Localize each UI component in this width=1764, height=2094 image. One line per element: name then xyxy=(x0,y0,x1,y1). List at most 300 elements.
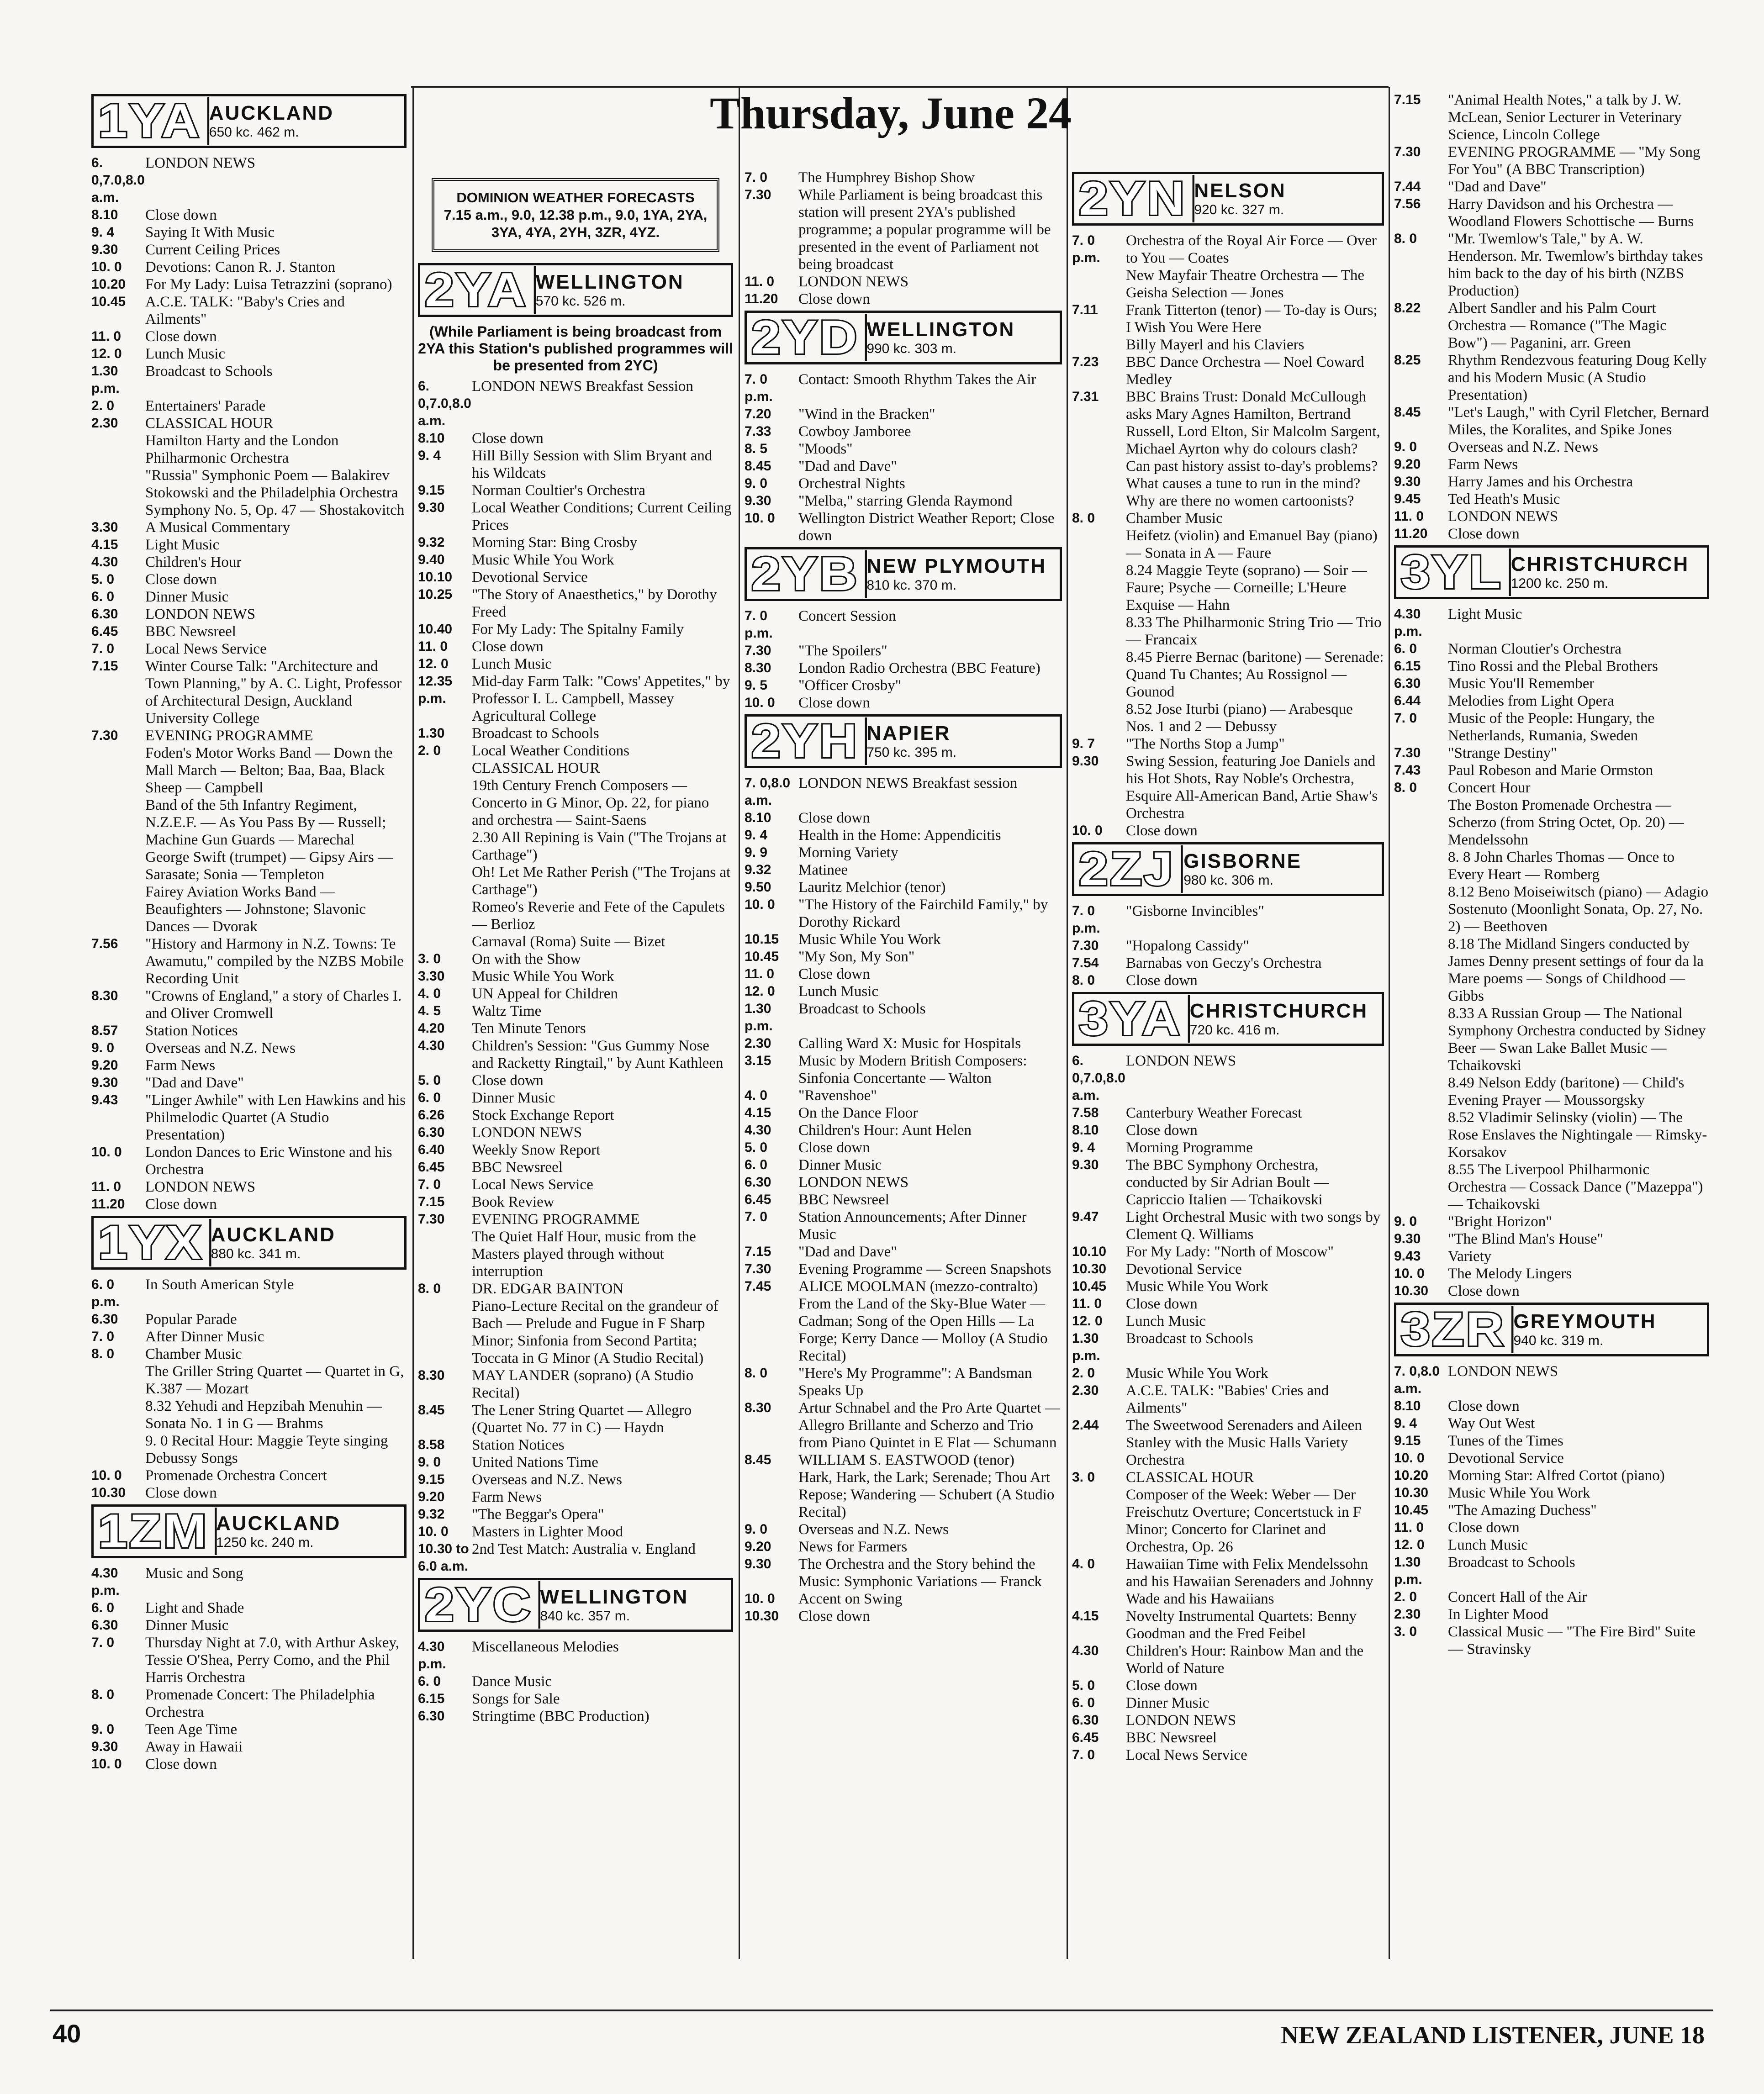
station-call: 2ZJ xyxy=(1079,845,1183,893)
programme-time: 10.45 xyxy=(745,949,779,964)
programme-time: 12. 0 xyxy=(1394,1537,1425,1552)
programme-title: BBC Brains Trust: Donald McCullough asks Mary Agnes Hamilton, Bertrand Russell, Lord Elton, Sir Malcolm Sargent, Michael Ayrton why do colours clash? Can past history assist to-day's problems? What causes a tune to run in the mind? Why are there no women cartoonists? xyxy=(1126,389,1380,509)
programme-time: 7. 0 p.m. xyxy=(1072,903,1100,936)
programme-time xyxy=(91,1432,145,1467)
programme-title: Station Announcements; After Dinner Music xyxy=(798,1209,1027,1243)
weather-times: 7.15 a.m., 9.0, 12.38 p.m., 9.0, 1YA, 2YA, 3YA, 4YA, 2YH, 3ZR, 4YZ. xyxy=(444,207,708,240)
station-call: 2YB xyxy=(751,550,867,598)
programme-title: CLASSICAL HOUR xyxy=(145,415,274,432)
programme-time xyxy=(418,760,472,777)
programme-time: 9. 4 xyxy=(745,828,768,843)
station-freq: 570 kc. 526 m. xyxy=(535,294,626,309)
programme-time: 8.45 xyxy=(418,1403,445,1418)
programme-entry xyxy=(745,1139,1062,1156)
programme-time: 7.23 xyxy=(1072,354,1099,369)
programme-time: 6.44 xyxy=(1394,693,1421,708)
programme-time: 11. 0 xyxy=(91,329,121,344)
station-freq: 1250 kc. 240 m. xyxy=(216,1535,314,1550)
programme-title: "Ravenshoe" xyxy=(798,1087,877,1104)
programme-title: Orchestral Nights xyxy=(798,475,905,492)
programme-entry xyxy=(1394,1248,1709,1265)
programme-time: 6.30 xyxy=(745,1175,771,1190)
programme-entry xyxy=(1394,675,1709,692)
programme-entry xyxy=(745,1052,1062,1087)
programme-time: 7. 0 p.m. xyxy=(745,372,773,404)
station-city: WELLINGTON xyxy=(540,1586,689,1608)
programme-title: Music You'll Remember xyxy=(1448,675,1595,692)
programme-time: 5. 0 xyxy=(91,572,115,587)
programme-time: 9.30 xyxy=(91,1075,118,1090)
programme-entry xyxy=(91,519,407,536)
programme-entry xyxy=(745,1122,1062,1139)
programme-time: 6.30 xyxy=(91,1618,118,1633)
programme-time: 7.15 xyxy=(418,1194,445,1209)
programme-entry xyxy=(745,510,1062,544)
programme-title: Entertainers' Parade xyxy=(145,398,266,414)
programme-entry xyxy=(418,1488,733,1506)
programme-entry xyxy=(418,569,733,586)
programme-title: The Melody Lingers xyxy=(1448,1266,1572,1282)
programme-entry xyxy=(91,606,407,623)
programme-time: 10. 0 xyxy=(91,1468,122,1483)
programme-time: 4.30 xyxy=(745,1123,771,1138)
programme-title: DR. EDGAR BAINTON xyxy=(472,1281,624,1297)
station-call: 2YA xyxy=(425,266,536,314)
programme-time: 10.40 xyxy=(418,622,453,637)
programme-title: Morning Star: Bing Crosby xyxy=(472,534,638,551)
programme-time: 7.30 xyxy=(745,643,771,658)
programme-time: 6.30 xyxy=(91,607,118,622)
programme-title: Swing Session, featuring Joe Daniels and his Hot Shots, Ray Noble's Orchestra, Esquire All-American Band, Artie Shaw's Orchestra xyxy=(1126,753,1378,822)
programme-title: Dance Music xyxy=(472,1673,552,1690)
programme-title: Broadcast to Schools xyxy=(798,1001,926,1017)
programme-time: 7.30 xyxy=(418,1212,445,1227)
programme-title: Paul Robeson and Marie Ormston xyxy=(1448,762,1653,779)
programme-entry xyxy=(418,378,733,430)
programme-time: 6. 0 xyxy=(418,1674,441,1689)
programme-time: 4.20 xyxy=(418,1021,445,1036)
programme-title: George Swift (trumpet) — Gipsy Airs — Sarasate; Sonia — Templeton xyxy=(145,849,393,883)
programme-title: 19th Century French Composers — Concerto in G Minor, Op. 22, for piano and orchestra — Saint-Saens xyxy=(472,777,709,828)
programme-entry xyxy=(1394,796,1709,849)
programme-title: Barnabas von Geczy's Orchestra xyxy=(1126,955,1322,971)
station-freq: 940 kc. 319 m. xyxy=(1513,1333,1604,1348)
programme-time: 11.20 xyxy=(91,1197,125,1212)
programme-title: "Russia" Symphonic Poem — Balakirev xyxy=(145,467,390,484)
programme-time: 8.10 xyxy=(91,207,118,222)
programme-entry xyxy=(91,224,407,241)
programme-entry xyxy=(1072,614,1384,649)
programme-time: 2.30 xyxy=(1394,1607,1421,1622)
station-header-1zm xyxy=(91,1504,407,1558)
programme-time: 9.15 xyxy=(418,483,445,498)
programme-time: 11. 0 xyxy=(91,1179,121,1194)
programme-time: 8.45 xyxy=(1394,405,1421,420)
programme-entry xyxy=(418,621,733,638)
programme-time xyxy=(1072,527,1126,562)
programme-time: 8.45 xyxy=(745,459,771,474)
programme-title: 8.24 Maggie Teyte (soprano) — Soir — Faure; Psyche — Corneille; L'Heure Exquise — Hahn xyxy=(1126,562,1367,613)
programme-entry xyxy=(1072,336,1384,353)
programme-entry xyxy=(91,1178,407,1196)
programme-title: The Quiet Half Hour, music from the Masters played through without interruption xyxy=(472,1229,696,1280)
station-freq: 990 kc. 303 m. xyxy=(866,341,957,356)
programme-title: "Wind in the Bracken" xyxy=(798,406,935,422)
programme-time: 7. 0 xyxy=(91,1635,115,1650)
programme-title: Overseas and N.Z. News xyxy=(1448,439,1598,455)
programme-title: Canterbury Weather Forecast xyxy=(1126,1105,1302,1121)
programme-entry xyxy=(91,1599,407,1617)
programme-entry xyxy=(418,430,733,447)
programme-entry xyxy=(1394,1161,1709,1213)
programme-title: LONDON NEWS xyxy=(1126,1053,1236,1069)
programme-entry xyxy=(91,554,407,571)
programme-entry xyxy=(745,1521,1062,1538)
programme-time: 3. 0 xyxy=(1072,1470,1095,1485)
programme-time: 8. 0 xyxy=(418,1281,441,1296)
programme-time: 2. 0 xyxy=(418,743,441,758)
programme-title: Light Orchestral Music with two songs by Clement Q. Williams xyxy=(1126,1209,1381,1243)
programme-time: 6.15 xyxy=(418,1691,445,1706)
programme-title: "Gisborne Invincibles" xyxy=(1126,903,1264,919)
station-freq: 980 kc. 306 m. xyxy=(1183,873,1273,888)
programme-title: Tino Rossi and the Plebal Brothers xyxy=(1448,658,1658,675)
programme-time: 12. 0 xyxy=(91,346,122,361)
programme-entry xyxy=(1394,779,1709,796)
programme-title: Saying It With Music xyxy=(145,224,275,241)
programme-title: 8.55 The Liverpool Philharmonic Orchestra — Cossack Dance ("Mazeppa") — Tchaikovski xyxy=(1448,1161,1703,1213)
programme-title: Away in Hawaii xyxy=(145,1739,243,1755)
programme-time: 10.10 xyxy=(1072,1244,1107,1259)
programme-entry xyxy=(418,1471,733,1488)
programme-entry xyxy=(745,844,1062,861)
station-city: GISBORNE xyxy=(1183,850,1302,872)
programme-title: WILLIAM S. EASTWOOD (tenor) xyxy=(798,1452,1014,1468)
programme-time: 3.30 xyxy=(418,969,445,984)
programme-time: 8. 0 xyxy=(1394,780,1417,795)
programme-time: 8.58 xyxy=(418,1437,445,1452)
programme-entry xyxy=(91,397,407,415)
programme-title: Concert Hall of the Air xyxy=(1448,1589,1587,1605)
programme-time: 7. 0 xyxy=(1072,1747,1095,1762)
programme-time: 5. 0 xyxy=(745,1140,768,1155)
programme-time: 9.47 xyxy=(1072,1209,1099,1224)
station-city: GREYMOUTH xyxy=(1513,1310,1657,1333)
programme-entry xyxy=(1072,1365,1384,1382)
programme-entry xyxy=(91,1057,407,1074)
programme-title: Calling Ward X: Music for Hospitals xyxy=(798,1035,1021,1052)
programme-title: Overseas and N.Z. News xyxy=(798,1521,949,1538)
programme-entry xyxy=(418,1673,733,1690)
programme-list-2yc xyxy=(418,1638,733,1725)
programme-time: 11. 0 xyxy=(745,966,775,981)
programme-time: 2.44 xyxy=(1072,1418,1099,1433)
programme-entry xyxy=(91,640,407,658)
programme-list-2yn xyxy=(1072,232,1384,839)
station-call: 2YD xyxy=(751,314,867,361)
programme-title: Classical Music — "The Fire Bird" Suite — Stravinsky xyxy=(1448,1624,1696,1657)
programme-time: 10. 0 xyxy=(1394,1266,1425,1281)
programme-time: 9. 0 xyxy=(1394,1214,1417,1229)
programme-time: 4.15 xyxy=(91,537,118,552)
programme-title: 8.33 The Philharmonic String Trio — Trio — Francaix xyxy=(1126,614,1382,648)
station-header-2zj xyxy=(1072,842,1384,896)
programme-time: 9.30 xyxy=(1394,474,1421,489)
programme-title: Light and Shade xyxy=(145,1600,244,1616)
programme-entry xyxy=(91,571,407,588)
programme-title: Rhythm Rendezvous featuring Doug Kelly and his Modern Music (A Studio Presentation) xyxy=(1448,352,1707,403)
station-header-2ya xyxy=(418,263,733,317)
station-city: CHRISTCHURCH xyxy=(1510,553,1690,575)
programme-time: 4.30 xyxy=(1072,1643,1099,1658)
programme-time xyxy=(1394,1074,1448,1109)
programme-time: 7.30 xyxy=(1072,938,1099,953)
station-call: 1YX xyxy=(98,1219,211,1266)
programme-title: ALICE MOOLMAN (mezzo-contralto) xyxy=(798,1278,1038,1295)
programme-time: 9. 0 xyxy=(91,1722,115,1737)
programme-time: 7.43 xyxy=(1394,763,1421,778)
column-rule-4 xyxy=(1389,87,1390,1959)
programme-entry xyxy=(1072,1295,1384,1313)
programme-time: 9.30 xyxy=(418,500,445,515)
programme-title: "Dad and Dave" xyxy=(798,458,897,475)
programme-time: 7.30 xyxy=(1394,745,1421,760)
programme-title: "Melba," starring Glenda Raymond xyxy=(798,493,1013,509)
programme-entry xyxy=(91,276,407,293)
programme-entry xyxy=(1072,1104,1384,1122)
programme-title: "The Norths Stop a Jump" xyxy=(1126,736,1285,752)
programme-title: Accent on Swing xyxy=(798,1591,903,1607)
programme-time: 7.44 xyxy=(1394,179,1421,194)
programme-entry xyxy=(745,1556,1062,1590)
programme-title: LONDON NEWS xyxy=(798,274,909,290)
programme-entry xyxy=(91,363,407,397)
programme-time: 7.33 xyxy=(745,424,771,439)
programme-time: 9. 4 xyxy=(1394,1416,1417,1431)
programme-entry xyxy=(91,658,407,727)
programme-entry xyxy=(1394,1467,1709,1484)
programme-time xyxy=(418,1228,472,1280)
programme-title: "My Son, My Son" xyxy=(798,949,915,965)
programme-entry xyxy=(91,154,407,206)
programme-time: 6. 0 p.m. xyxy=(91,1277,120,1309)
programme-time: 10.30 to 6.0 a.m. xyxy=(418,1541,469,1574)
programme-title: Local News Service xyxy=(472,1176,593,1193)
programme-title: Health in the Home: Appendicitis xyxy=(798,827,1001,844)
programme-list-3zr xyxy=(1394,1363,1709,1658)
programme-entry xyxy=(1072,1278,1384,1295)
programme-time: 9. 0 xyxy=(418,1455,441,1470)
programme-entry xyxy=(1394,195,1709,230)
programme-entry xyxy=(745,1538,1062,1556)
programme-entry xyxy=(91,1484,407,1502)
programme-entry xyxy=(1394,692,1709,710)
programme-entry xyxy=(745,1399,1062,1451)
programme-time: 4.30 p.m. xyxy=(91,1566,120,1598)
programme-time: 10.30 xyxy=(91,1485,126,1500)
programme-title: Light Music xyxy=(1448,606,1522,622)
programme-entry xyxy=(418,1454,733,1471)
programme-title: Contact: Smooth Rhythm Takes the Air xyxy=(798,371,1036,388)
programme-title: "The Beggar's Opera" xyxy=(472,1506,604,1523)
programme-title: "The History of the Fairchild Family," by Dorothy Rickard xyxy=(798,897,1048,930)
programme-entry xyxy=(418,1159,733,1176)
programme-time: 10.45 xyxy=(1072,1279,1107,1294)
programme-title: "The Blind Man's House" xyxy=(1448,1231,1603,1247)
programme-title: Cowboy Jamboree xyxy=(798,423,911,440)
station-city: AUCKLAND xyxy=(211,1224,336,1246)
programme-title: LONDON NEWS Breakfast Session xyxy=(472,378,693,395)
programme-entry xyxy=(1072,822,1384,839)
programme-title: A.C.E. TALK: "Babies' Cries and Ailments" xyxy=(1126,1382,1329,1416)
programme-time xyxy=(91,467,145,484)
programme-title: United Nations Time xyxy=(472,1454,598,1471)
programme-time: 6.30 xyxy=(1072,1713,1099,1728)
programme-title: Heifetz (violin) and Emanuel Bay (piano) — Sonata in A — Faure xyxy=(1126,527,1378,561)
programme-title: Station Notices xyxy=(472,1437,565,1453)
programme-time xyxy=(418,864,472,898)
station-call: 3YL xyxy=(1401,549,1511,596)
programme-time: 6.30 xyxy=(418,1125,445,1140)
programme-title: Light Music xyxy=(145,537,220,553)
programme-title: Morning Variety xyxy=(798,844,898,861)
programme-entry xyxy=(1394,710,1709,744)
programme-entry xyxy=(91,1467,407,1484)
programme-time xyxy=(91,501,145,519)
programme-title: Harry Davidson and his Orchestra — Woodland Flowers Schottische — Burns xyxy=(1448,196,1694,230)
programme-title: Local Weather Conditions; Current Ceiling Prices xyxy=(472,500,732,533)
programme-time xyxy=(91,883,145,935)
programme-entry xyxy=(91,1398,407,1432)
programme-time: 9. 5 xyxy=(745,678,768,693)
programme-entry xyxy=(91,1074,407,1092)
programme-title: The Lener String Quartet — Allegro (Quartet No. 77 in C) — Haydn xyxy=(472,1402,692,1436)
programme-title: "Dad and Dave" xyxy=(798,1244,897,1260)
programme-entry xyxy=(745,169,1062,186)
programme-entry xyxy=(1394,508,1709,525)
programme-title: Music and Song xyxy=(145,1565,243,1582)
programme-title: Popular Parade xyxy=(145,1311,237,1328)
programme-entry xyxy=(745,1191,1062,1208)
programme-time xyxy=(1072,649,1126,701)
programme-title: Carnaval (Roma) Suite — Bizet xyxy=(472,934,665,950)
programme-entry xyxy=(745,775,1062,809)
programme-title: Close down xyxy=(472,430,544,447)
programme-title: Ted Heath's Music xyxy=(1448,491,1560,507)
programme-list-2yb xyxy=(745,607,1062,712)
programme-time: 10. 0 xyxy=(745,897,775,912)
programme-time: 9. 7 xyxy=(1072,736,1095,751)
programme-title: "History and Harmony in N.Z. Towns: Te Awamutu," compiled by the NZBS Mobile Recording Unit xyxy=(145,936,404,987)
programme-time: 4. 5 xyxy=(418,1003,441,1018)
programme-entry xyxy=(745,607,1062,642)
programme-entry xyxy=(1394,404,1709,438)
programme-entry xyxy=(1072,1261,1384,1278)
programme-title: Hill Billy Session with Slim Bryant and his Wildcats xyxy=(472,448,713,481)
programme-title: Close down xyxy=(145,1756,217,1772)
programme-time xyxy=(418,1298,472,1367)
programme-entry xyxy=(91,588,407,606)
programme-time: 8.10 xyxy=(745,810,771,825)
programme-time: 4.30 xyxy=(418,1038,445,1053)
programme-time xyxy=(1394,796,1448,849)
programme-title: Evening Programme — Screen Snapshots xyxy=(798,1261,1051,1277)
programme-time xyxy=(1394,935,1448,1005)
programme-entry xyxy=(1394,1074,1709,1109)
programme-time: 8.25 xyxy=(1394,353,1421,368)
station-freq: 810 kc. 370 m. xyxy=(866,578,957,593)
programme-time: 9.20 xyxy=(745,1539,771,1554)
programme-entry xyxy=(1394,525,1709,543)
programme-title: London Dances to Eric Winstone and his Orchestra xyxy=(145,1144,392,1178)
programme-title: Close down xyxy=(145,571,217,588)
programme-time: 4.15 xyxy=(745,1105,771,1120)
programme-title: 8.45 Pierre Bernac (baritone) — Serenade: Quand Tu Chantes; Au Rossignol — Gounod xyxy=(1126,649,1384,700)
programme-time: 7.30 xyxy=(745,1261,771,1276)
station-header-2yb xyxy=(745,547,1062,601)
programme-entry xyxy=(91,206,407,224)
programme-title: Overseas and N.Z. News xyxy=(472,1472,622,1488)
station-freq: 750 kc. 395 m. xyxy=(866,745,957,760)
programme-title: Winter Course Talk: "Architecture and Town Planning," by A. C. Light, Professor of Architectural Design, Auckland University College xyxy=(145,658,402,727)
programme-entry xyxy=(1394,1005,1709,1074)
programme-title: BBC Newsreel xyxy=(1126,1730,1217,1746)
page-title: Thursday, June 24 xyxy=(710,88,1072,138)
programme-time: 9. 4 xyxy=(1072,1140,1095,1155)
programme-entry xyxy=(91,241,407,258)
programme-title: Devotional Service xyxy=(1126,1261,1242,1277)
programme-time: 8. 0 xyxy=(1072,973,1095,988)
programme-list-1ya-b xyxy=(91,432,407,1213)
programme-time xyxy=(1394,1161,1448,1213)
programme-title: A.C.E. TALK: "Baby's Cries and Ailments" xyxy=(145,294,345,327)
programme-title: LONDON NEWS xyxy=(1126,1712,1236,1729)
programme-time: 12. 0 xyxy=(1072,1313,1103,1329)
programme-title: Devotions: Canon R. J. Stanton xyxy=(145,259,336,275)
programme-title: 8.49 Nelson Eddy (baritone) — Child's Evening Prayer — Moussorgsky xyxy=(1448,1075,1685,1108)
programme-title: "Hopalong Cassidy" xyxy=(1126,938,1249,954)
programme-title: Music While You Work xyxy=(1448,1485,1590,1501)
programme-title: "The Story of Anaesthetics," by Dorothy Freed xyxy=(472,586,717,620)
programme-entry xyxy=(91,1721,407,1738)
programme-time: 9.30 xyxy=(91,1739,118,1754)
programme-title: Concert Session xyxy=(798,608,896,624)
programme-entry xyxy=(745,1156,1062,1174)
programme-entry xyxy=(91,987,407,1022)
programme-list-3ya xyxy=(1072,1052,1384,1764)
programme-title: Local News Service xyxy=(1126,1747,1247,1763)
programme-time: 11. 0 xyxy=(1394,509,1424,524)
programme-time: 8. 0 xyxy=(1072,511,1095,526)
column-4 xyxy=(1072,169,1384,2032)
programme-entry xyxy=(418,985,733,1002)
programme-entry xyxy=(91,328,407,345)
programme-title: Music by Modern British Composers: Sinfonia Concertante — Walton xyxy=(798,1053,1027,1087)
programme-list-3yl xyxy=(1394,606,1709,1300)
programme-time xyxy=(91,1398,145,1432)
station-header-2yd xyxy=(745,311,1062,364)
programme-entry xyxy=(1072,902,1384,937)
station-city: NELSON xyxy=(1194,179,1286,202)
programme-title: Weekly Snow Report xyxy=(472,1142,601,1158)
programme-title: "Linger Awhile" with Len Hawkins and his Philmelodic Quartet (A Studio Presentation) xyxy=(145,1092,406,1143)
programme-time xyxy=(1072,336,1126,353)
programme-entry xyxy=(91,623,407,640)
programme-title: Close down xyxy=(472,1072,544,1089)
programme-title: LONDON NEWS xyxy=(145,606,256,622)
programme-time: 10.10 xyxy=(418,570,453,585)
programme-entry xyxy=(745,406,1062,423)
